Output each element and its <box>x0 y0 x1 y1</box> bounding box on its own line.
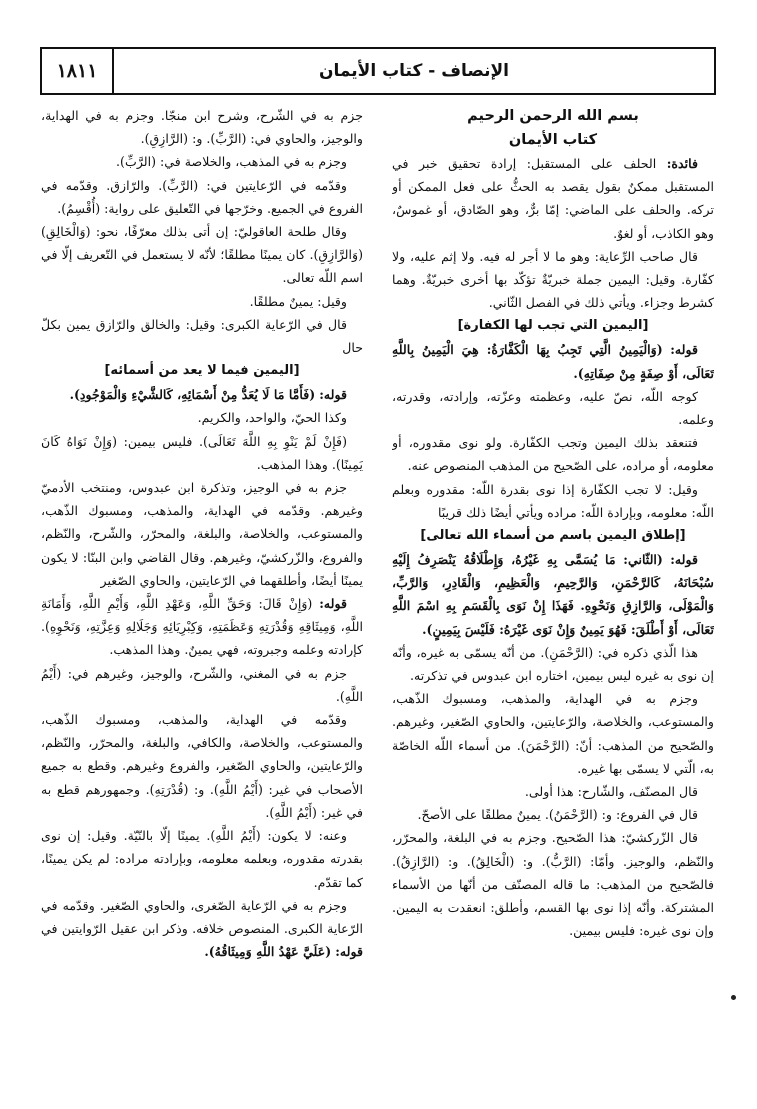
running-title: الإنصاف - كتاب الأيمان <box>319 61 510 81</box>
paragraph-text: الحلف على المستقبل: إرادة تحقيق خبر في المستقبل ممكنٌ بقول يقصد به الحثُّ على فعل الممكن أو تركه. والحلف على الماضي: إمّا برٌّ، وهو الصّادق، أو غموسٌ، وهو الكاذب، أو لغوٌ. <box>392 156 714 241</box>
paragraph-label: قوله: <box>319 387 347 403</box>
basmala: بسم الله الرحمن الرحيم <box>467 108 639 124</box>
section-heading: [اليمين فيما لا يعد من أسمائه] <box>104 363 300 379</box>
paragraph: وقدّمه في الرّعايتين في: (الرَّبِّ). والرّازق. وقدّمه في الفروع في الجميع. وخرّجها في التّعليق على رواية: (أُقْسِمُ). <box>41 177 363 216</box>
paragraph <box>392 152 714 245</box>
section-heading: [اليمين التي تجب لها الكفارة] <box>457 318 649 334</box>
section-heading: [إطلاق اليمين باسم من أسماء الله تعالى] <box>420 528 686 544</box>
paragraph: قال المصنّف، والشّارح: هذا أولى. <box>524 784 698 800</box>
paragraph-label: قوله: <box>319 596 347 612</box>
paragraph <box>41 592 363 662</box>
paragraph: (فَإِنْ لَمْ يَنْوِ بِهِ اللَّهَ تَعَالَى). فليس بيمين: (وَإِنْ نَوَاهُ كَانَ يَمِينًا). وهذا المذهب. <box>41 433 363 472</box>
paragraph: وقيل: لا تجب الكفّارة إذا نوى بقدرة اللّه: مقدوره وبعلم اللّه: معلومه، وبإرادة اللّه: مراده ويأتي أيضًا ذلك قريبًا <box>392 481 714 520</box>
paragraph: وقال طلحة العاقوليّ: إن أتى بذلك معرّفًا، نحو: (وَالْخَالِقِ) (وَالرَّازِقِ). كان يمينًا مطلقًا؛ لأنّه لا يستعمل في التّعريف إلّا في اسم اللّه تعالى. <box>41 224 363 286</box>
paragraph <box>41 894 363 964</box>
paragraph: هذا الّذي ذكره في: (الرَّحْمَنِ). من أنّه يسمّى به غيره، وأنّه إن نوى به غيره ليس بيمين، اختاره ابن عبدوس في تذكرته. <box>392 644 714 684</box>
paragraph-label: فائدة: <box>666 156 698 171</box>
paragraph: قال صاحب الرِّعاية: وهو ما لا أجر له فيه. ولا إثم عليه، ولا كفّارة. وقيل: اليمين جملة خبريّةٌ تؤكّد بها أخرى خبريّةٌ. وهما كشرط وجزاء. ويأتي ذلك في الفصل الثّاني. <box>392 248 714 311</box>
paragraph-label: قوله: <box>670 342 698 358</box>
paragraph: جزم به في المغني، والشّرح، والوجيز، وغيرهم في: (أَيْمُ اللَّهِ). <box>41 665 363 704</box>
quoted-matn: (وَالْيَمِينُ الَّتِي تَجِبُ بِهَا الْكَفَّارَةُ: هِيَ الْيَمِينُ بِاللَّهِ تَعَالَى، أَوْ صِفَةٍ مِنْ صِفَاتِهِ). <box>392 342 714 381</box>
paragraph: وقيل: يمينٌ مطلقًا. <box>249 293 347 309</box>
paragraph: قال في الرّعاية الكبرى: وقيل: والخالق والرّازق يمين بكلّ حال <box>41 316 363 356</box>
paragraph: وقدّمه في الهداية، والمذهب، ومسبوك الذّهب، والمستوعب، والخلاصة، والكافي، والبلغة، والمحرّر، والنّظم، والرّعايتين، والحاوي الصّغير، والفروع وغيرهم. وقطع به جميع الأصحاب في غير: (أَيْمُ اللَّهِ). و: (قُدْرَتِهِ). وجمهورهم قطع به في غير: (أَيْمُ اللَّهِ). <box>41 712 363 820</box>
left-column <box>41 104 363 1064</box>
page-header <box>40 47 716 95</box>
paragraph: وجزم به في الهداية، والمذهب، ومسبوك الذّهب، والمستوعب، والخلاصة، والرّعايتين، والحاوي الصّغير، وغيرهم. والصّحيح من المذهب: أنّ: (الرَّحْمَنَ). من أسماء اللّه الخاصّة به، الّتي لا يسمّى بها غيره. <box>392 691 714 776</box>
quoted-matn: (الثّاني: مَا يُسَمَّى بِهِ غَيْرُهُ، وَإِطْلَاقُهُ يَنْصَرِفُ إِلَيْهِ سُبْحَانَهُ، كَالرَّحْمَنِ، وَالرَّحِيمِ، وَالْعَظِيمِ، وَالْقَادِرِ، وَالرَّبِّ، وَالْمَوْلَى، وَالرَّازِقِ وَنَحْوِهِ. فَهَذَا إِنْ نَوَى بِالْقَسَمِ بِهِ اسْمَ اللَّهِ تَعَالَى، أَوْ أَطْلَقَ: فَهُوَ يَمِينٌ وَإِنْ نَوَى غَيْرَهُ: فَلَيْسَ بِيَمِينٍ). <box>392 552 714 637</box>
paragraph <box>392 548 714 641</box>
right-column <box>392 104 714 1064</box>
paragraph: كوجه اللّه، نصّ عليه، وعظمته وعزّته، وإرادته، وقدرته، وعلمه. <box>392 388 714 428</box>
paragraph: جزم به في الشّرح، وشرح ابن منجّا. وجزم به في الهداية، والوجيز، والحاوي في: (الرَّبِّ). و: (الرَّازِقِ). <box>41 108 363 147</box>
paragraph-label: قوله: <box>335 944 363 960</box>
quoted-matn: (وَإِنْ قَالَ: وَحَقِّ اللَّهِ، وَعَهْدِ اللَّهِ، وَأَيْمِ اللَّهِ، وَأَمَانَةِ اللَّهِ، وَمِيثَاقِهِ وَقُدْرَتِهِ وَعَظَمَتِهِ، وَكِبْرِيَائِهِ وَجَلَالِهِ وَعِزَّتِهِ، وَنَحْوِهِ). كإرادته وعلمه وجبروته، فهي يمينٌ. وهذا المذهب. <box>41 596 363 658</box>
paragraph-text: وجزم به في الرّعاية الصّغرى، والحاوي الصّغير. وقدّمه في الرّعاية الكبرى. المنصوص خلافه. وذكر ابن عقيل الرّوايتين في <box>41 897 363 936</box>
paragraph: وعنه: لا يكون: (أَيْمُ اللَّهِ). يمينًا إلّا بالنّيّة. وقيل: إن نوى بقدرته مقدوره، وبعلمه معلومه، وبإرادته مراده: لم يكن يمينًا، كما تقدّم. <box>41 828 363 890</box>
paragraph: قال في الفروع: و: (الرَّحْمَنُ). يمينٌ مطلقًا على الأصحّ. <box>417 807 698 823</box>
paragraph: وكذا الحيّ، والواحد، والكريم. <box>197 410 347 426</box>
margin-dot-mark <box>731 995 736 1000</box>
paragraph: قال الزّركشيّ: هذا الصّحيح. وجزم به في البلغة، والمحرّر، والنّظم، والوجيز. وأمّا: (الرَّبُّ). و: (الْخَالِقُ). و: (الرَّازِقُ). فالصّحيح من المذهب: ما قاله المصنّف من أنّها من الأسماء المشتركة. وأنّه إذا نوى بها القسم، وأطلق: انعقدت به اليمين. وإن نوى غيره: فليس بيمين. <box>392 830 714 939</box>
paragraph: وجزم به في المذهب، والخلاصة في: (الرَّبِّ). <box>116 154 347 170</box>
paragraph <box>41 383 363 406</box>
page-number: ١٨١١ <box>42 49 114 93</box>
book-title: كتاب الأيمان <box>508 132 598 148</box>
quoted-matn: (فَأَمَّا مَا لَا يُعَدُّ مِنْ أَسْمَائِهِ، كَالشَّيْءِ وَالْمَوْجُودِ). <box>69 387 316 403</box>
paragraph-label: قوله: <box>670 552 698 568</box>
quoted-matn: (عَلَيَّ عَهْدُ اللَّهِ وَمِيثَاقُهُ). <box>204 944 332 960</box>
paragraph: جزم به في الوجيز، وتذكرة ابن عبدوس، ومنتخب الأدميّ وغيرهم. وقدّمه في الهداية، والمذهب، ومسبوك الذّهب، والمستوعب، والخلاصة، والبلغة، والمحرّر، والشّرح، والنّظم، والفروع، والزّركشيّ، وغيرهم. وقال القاضي وابن البنّا: لا يكون يمينًا أيضًا، وأطلقهما في الرّعايتين، والحاوي الصّغير <box>41 480 363 588</box>
paragraph: فتنعقد بذلك اليمين وتجب الكفّارة. ولو نوى مقدوره، أو معلومه، أو مراده، على الصّحيح من المذهب المنصوص عنه. <box>392 435 714 474</box>
paragraph <box>392 338 714 384</box>
